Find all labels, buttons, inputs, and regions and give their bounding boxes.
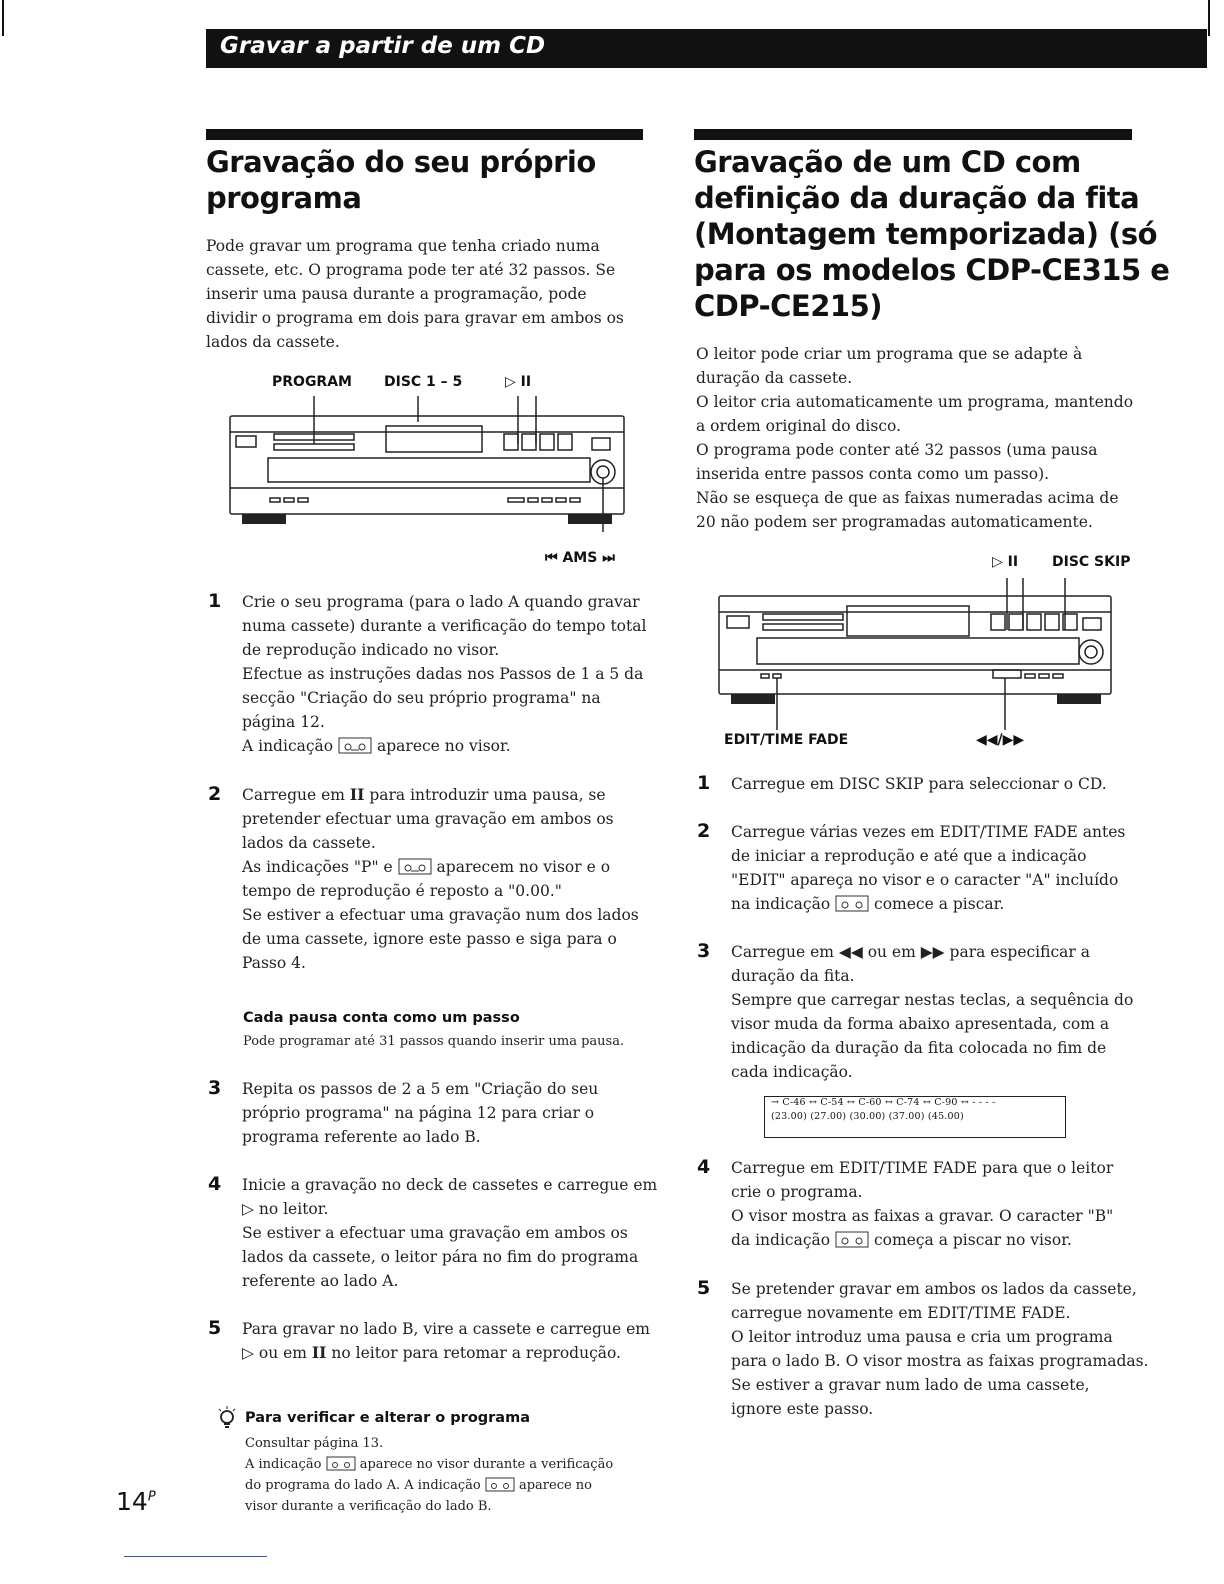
tape-duration-sequence bbox=[764, 1096, 1066, 1138]
play-pause-label: ▷ II bbox=[505, 374, 532, 390]
sequence-durations: (23.00) (27.00) (30.00) (37.00) (45.00) bbox=[771, 1111, 964, 1122]
play-pause-label: ▷ II bbox=[992, 554, 1019, 570]
left-intro: Pode gravar um programa que tenha criado numa cassete, etc. O programa pode ter até 32 passos. Se inserir uma pausa durante a programação, pode dividir o programa em dois para gravar em ambos os lados da cassete. bbox=[206, 237, 624, 351]
pause-icon: II bbox=[349, 785, 365, 804]
disc-label: DISC 1 – 5 bbox=[384, 374, 463, 390]
tip-text: Consultar página 13. A indicação aparece no visor durante a verificação do programa do lado A. A indicação aparece no visor durante a verificação do lado B. bbox=[245, 1436, 614, 1514]
right-heading-rule bbox=[694, 129, 1132, 140]
right-intro: O leitor pode criar um programa que se adapte à duração da cassete. O leitor cria automaticamente um programa, mantendo a ordem original do disco. O programa pode conter até 32 passos (uma pausa inserida entre passos conta como um passo). Não se esqueça de que as faixas numeradas acima de 20 não podem ser programadas automaticamente. bbox=[696, 345, 1134, 531]
ams-label: ⏮ AMS ⏭ bbox=[545, 550, 615, 566]
pause-icon: II bbox=[311, 1343, 327, 1362]
bottom-divider bbox=[124, 1556, 267, 1557]
pause-note-text: Pode programar até 31 passos quando inserir uma pausa. bbox=[243, 1034, 625, 1049]
play-icon: ▷ bbox=[242, 1344, 254, 1362]
left-heading: Gravação do seu próprio programa bbox=[206, 145, 596, 215]
cassette-b-icon bbox=[835, 1229, 869, 1249]
cd-player-illustration bbox=[717, 574, 1117, 730]
program-label: PROGRAM bbox=[272, 374, 352, 390]
fast-forward-icon: ▶▶ bbox=[920, 942, 945, 961]
left-edge-mark bbox=[2, 0, 4, 36]
cassette-a-icon bbox=[326, 1455, 356, 1472]
rewind-icon: ◀◀ bbox=[838, 942, 863, 961]
cassette-ab-icon bbox=[398, 856, 432, 876]
section-header-bar bbox=[206, 29, 1207, 68]
cassette-a-icon bbox=[338, 735, 372, 755]
edit-time-fade-label: EDIT/TIME FADE bbox=[724, 732, 849, 748]
cd-player-illustration bbox=[228, 392, 628, 532]
right-heading: Gravação de um CD com definição da duração da fita (Montagem temporizada) (só para os modelos CDP-CE315 e CDP-CE215) bbox=[694, 145, 1170, 323]
cassette-a-icon bbox=[835, 893, 869, 913]
rew-ff-label: ◀◀/▶▶ bbox=[976, 732, 1025, 748]
right-edge-mark bbox=[1208, 0, 1210, 36]
pause-note-title: Cada pausa conta como um passo bbox=[243, 1010, 520, 1026]
lightbulb-icon bbox=[216, 1405, 238, 1431]
left-heading-rule bbox=[206, 129, 643, 140]
sequence-types: → C-46 ↔ C-54 ↔ C-60 ↔ C-74 ↔ C-90 ↔ - - - - bbox=[771, 1097, 996, 1108]
tip-title: Para verificar e alterar o programa bbox=[245, 1410, 530, 1426]
page-number: $14^P$ bbox=[116, 1487, 156, 1516]
play-icon: ▷ bbox=[242, 1200, 254, 1218]
disc-skip-label: DISC SKIP bbox=[1052, 554, 1131, 570]
section-header-title: Gravar a partir de um CD bbox=[220, 33, 546, 59]
cassette-b-icon bbox=[485, 1476, 515, 1493]
